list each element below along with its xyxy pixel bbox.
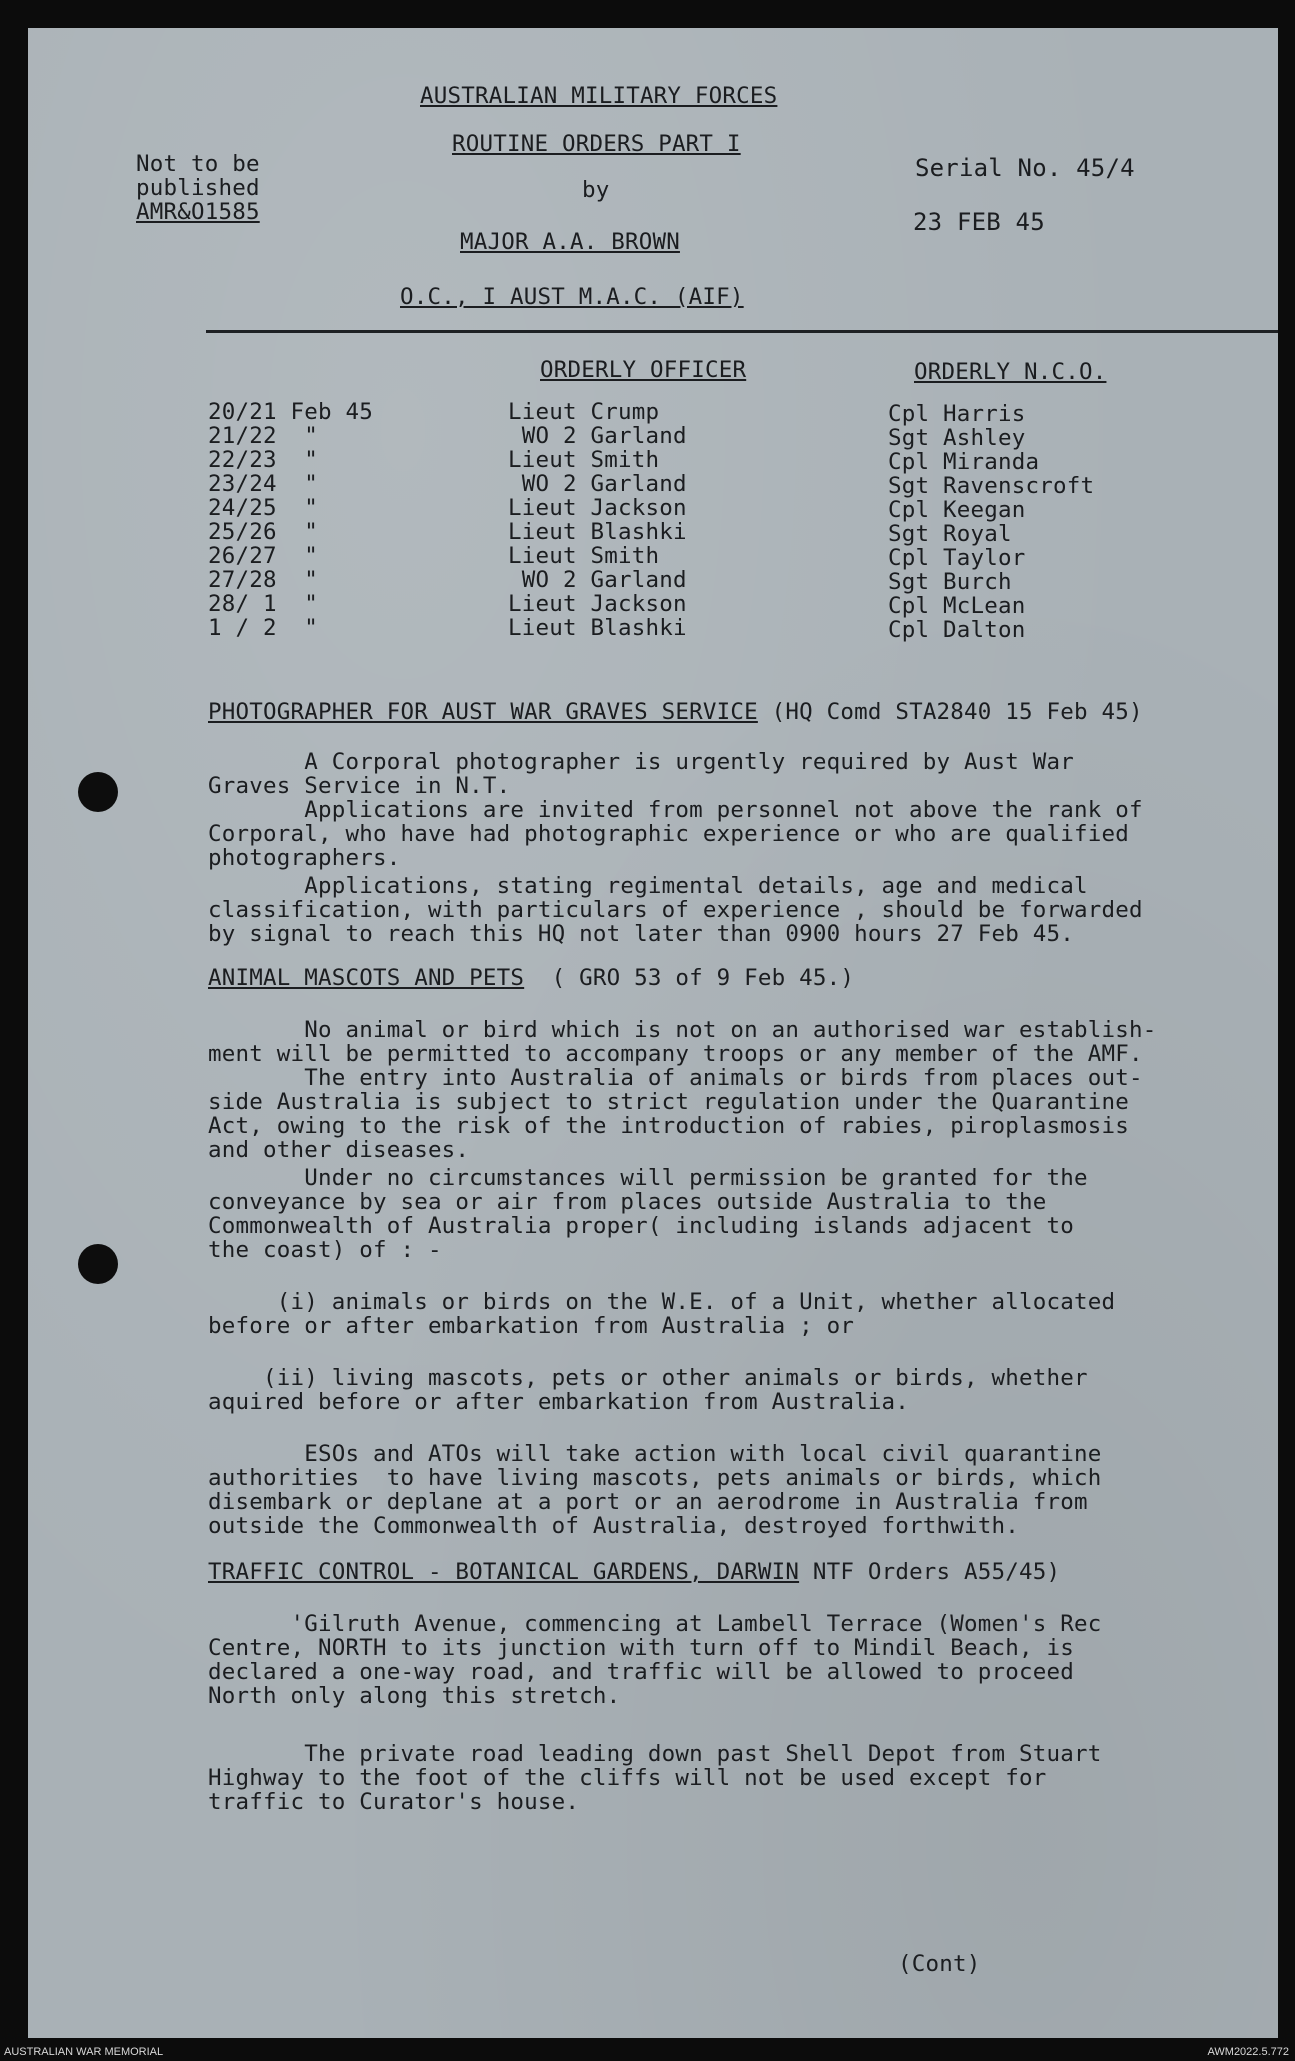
photographer-line: A Corporal photographer is urgently required by Aust War [208, 749, 1075, 775]
roster-officer: Lieut Blashki [508, 519, 687, 545]
document-page [28, 28, 1278, 2038]
mascots-item-2-line: aquired before or after embarkation from Australia. [208, 1389, 910, 1415]
traffic-line: The private road leading down past Shell Depot from Stuart [208, 1741, 1102, 1767]
traffic-line: Centre, NORTH to its junction with turn off to Mindil Beach, is [208, 1635, 1075, 1661]
mascots-line: side Australia is subject to strict regulation under the Quarantine [208, 1089, 1129, 1115]
mascots-line: ment will be permitted to accompany troops or any member of the AMF. [208, 1041, 1143, 1067]
restriction-line-1: Not to be [136, 151, 260, 177]
roster-header-officer: ORDERLY OFFICER [540, 357, 747, 383]
mascots-item-2-line: (ii) living mascots, pets or other animals or birds, whether [208, 1365, 1088, 1391]
roster-date: 24/25 " [208, 495, 318, 521]
roster-officer: Lieut Smith [508, 543, 660, 569]
section-mascots-title: ANIMAL MASCOTS AND PETS [208, 965, 525, 991]
photographer-line: Graves Service in N.T. [208, 773, 511, 799]
photographer-line: photographers. [208, 845, 401, 871]
roster-nco: Sgt Royal [888, 521, 1012, 547]
roster-officer: Lieut Crump [508, 399, 660, 425]
section-traffic-ref: NTF Orders A55/45) [799, 1559, 1061, 1585]
mascots-line: Under no circumstances will permission be granted for the [208, 1165, 1088, 1191]
section-photographer-ref: (HQ Comd STA2840 15 Feb 45) [757, 699, 1143, 725]
mascots-line: Commonwealth of Australia proper( including islands adjacent to [208, 1213, 1075, 1239]
roster-nco: Cpl Taylor [888, 545, 1026, 571]
punch-hole [78, 1244, 118, 1284]
roster-nco: Cpl Keegan [888, 497, 1026, 523]
doc-type-heading: ROUTINE ORDERS PART I [452, 131, 741, 157]
traffic-line: North only along this stretch. [208, 1683, 621, 1709]
roster-date: 26/27 " [208, 543, 318, 569]
roster-nco: Sgt Ravenscroft [888, 473, 1095, 499]
mascots-line: The entry into Australia of animals or birds from places out- [208, 1065, 1143, 1091]
roster-nco: Cpl McLean [888, 593, 1026, 619]
roster-date: 20/21 Feb 45 [208, 399, 373, 425]
section-traffic-title: TRAFFIC CONTROL - BOTANICAL GARDENS, DARWIN [208, 1559, 800, 1585]
section-traffic-heading [208, 1560, 1060, 1585]
restriction-line-3: AMR&O1585 [136, 199, 260, 225]
roster-officer: Lieut Blashki [508, 615, 687, 641]
roster-nco: Sgt Burch [888, 569, 1012, 595]
punch-hole [78, 772, 118, 812]
unit-heading: O.C., I AUST M.A.C. (AIF) [400, 284, 744, 310]
roster-nco: Cpl Dalton [888, 617, 1026, 643]
roster-nco: Cpl Miranda [888, 449, 1040, 475]
roster-officer: WO 2 Garland [508, 567, 687, 593]
header-rule [206, 330, 1278, 333]
mascots-line: the coast) of : - [208, 1237, 442, 1263]
section-photographer-heading [208, 700, 1143, 725]
roster-nco: Cpl Harris [888, 401, 1026, 427]
archive-reference: AWM2022.5.772 [1207, 2046, 1289, 2058]
traffic-line: 'Gilruth Avenue, commencing at Lambell Terrace (Women's Rec [208, 1611, 1102, 1637]
photographer-line: classification, with particulars of experience , should be forwarded [208, 897, 1143, 923]
mascots-closing-line: ESOs and ATOs will take action with local civil quarantine [208, 1441, 1102, 1467]
mascots-item-1-line: (i) animals or birds on the W.E. of a Unit, whether allocated [208, 1289, 1116, 1315]
mascots-closing-line: disembark or deplane at a port or an aerodrome in Australia from [208, 1489, 1088, 1515]
roster-date: 22/23 " [208, 447, 318, 473]
mascots-closing-line: authorities to have living mascots, pets animals or birds, which [208, 1465, 1102, 1491]
roster-date: 21/22 " [208, 423, 318, 449]
section-mascots-ref: ( GRO 53 of 9 Feb 45.) [524, 965, 855, 991]
traffic-line: Highway to the foot of the cliffs will not be used except for [208, 1765, 1047, 1791]
roster-officer: WO 2 Garland [508, 423, 687, 449]
section-photographer-title: PHOTOGRAPHER FOR AUST WAR GRAVES SERVICE [208, 699, 758, 725]
roster-officer: Lieut Smith [508, 447, 660, 473]
roster-date: 27/28 " [208, 567, 318, 593]
photographer-line: Corporal, who have had photographic experience or who are qualified [208, 821, 1129, 847]
roster-date: 28/ 1 " [208, 591, 318, 617]
mascots-item-1-line: before or after embarkation from Australia ; or [208, 1313, 855, 1339]
officer-heading: MAJOR A.A. BROWN [460, 229, 680, 255]
by-label: by [582, 177, 610, 203]
photographer-line: Applications are invited from personnel not above the rank of [208, 797, 1143, 823]
section-mascots-heading [208, 966, 854, 991]
mascots-closing-line: outside the Commonwealth of Australia, destroyed forthwith. [208, 1513, 1020, 1539]
traffic-line: traffic to Curator's house. [208, 1789, 580, 1815]
archive-credit: AUSTRALIAN WAR MEMORIAL [4, 2046, 164, 2058]
roster-officer: WO 2 Garland [508, 471, 687, 497]
roster-date: 1 / 2 " [208, 615, 318, 641]
mascots-line: conveyance by sea or air from places outside Australia to the [208, 1189, 1047, 1215]
roster-nco: Sgt Ashley [888, 425, 1026, 451]
order-date: 23 FEB 45 [913, 208, 1045, 236]
roster-date: 23/24 " [208, 471, 318, 497]
photographer-line: by signal to reach this HQ not later than 0900 hours 27 Feb 45. [208, 921, 1075, 947]
serial-number: Serial No. 45/4 [915, 154, 1135, 182]
roster-date: 25/26 " [208, 519, 318, 545]
org-heading: AUSTRALIAN MILITARY FORCES [420, 83, 778, 109]
roster-header-nco: ORDERLY N.C.O. [914, 359, 1107, 385]
continued-marker: (Cont) [898, 1951, 981, 1977]
traffic-line: declared a one-way road, and traffic will be allowed to proceed [208, 1659, 1075, 1685]
mascots-line: Act, owing to the risk of the introduction of rabies, piroplasmosis [208, 1113, 1129, 1139]
mascots-line: and other diseases. [208, 1137, 470, 1163]
roster-officer: Lieut Jackson [508, 495, 687, 521]
roster-officer: Lieut Jackson [508, 591, 687, 617]
photographer-line: Applications, stating regimental details, age and medical [208, 873, 1088, 899]
restriction-line-2: published [136, 175, 260, 201]
mascots-line: No animal or bird which is not on an authorised war establish- [208, 1017, 1157, 1043]
